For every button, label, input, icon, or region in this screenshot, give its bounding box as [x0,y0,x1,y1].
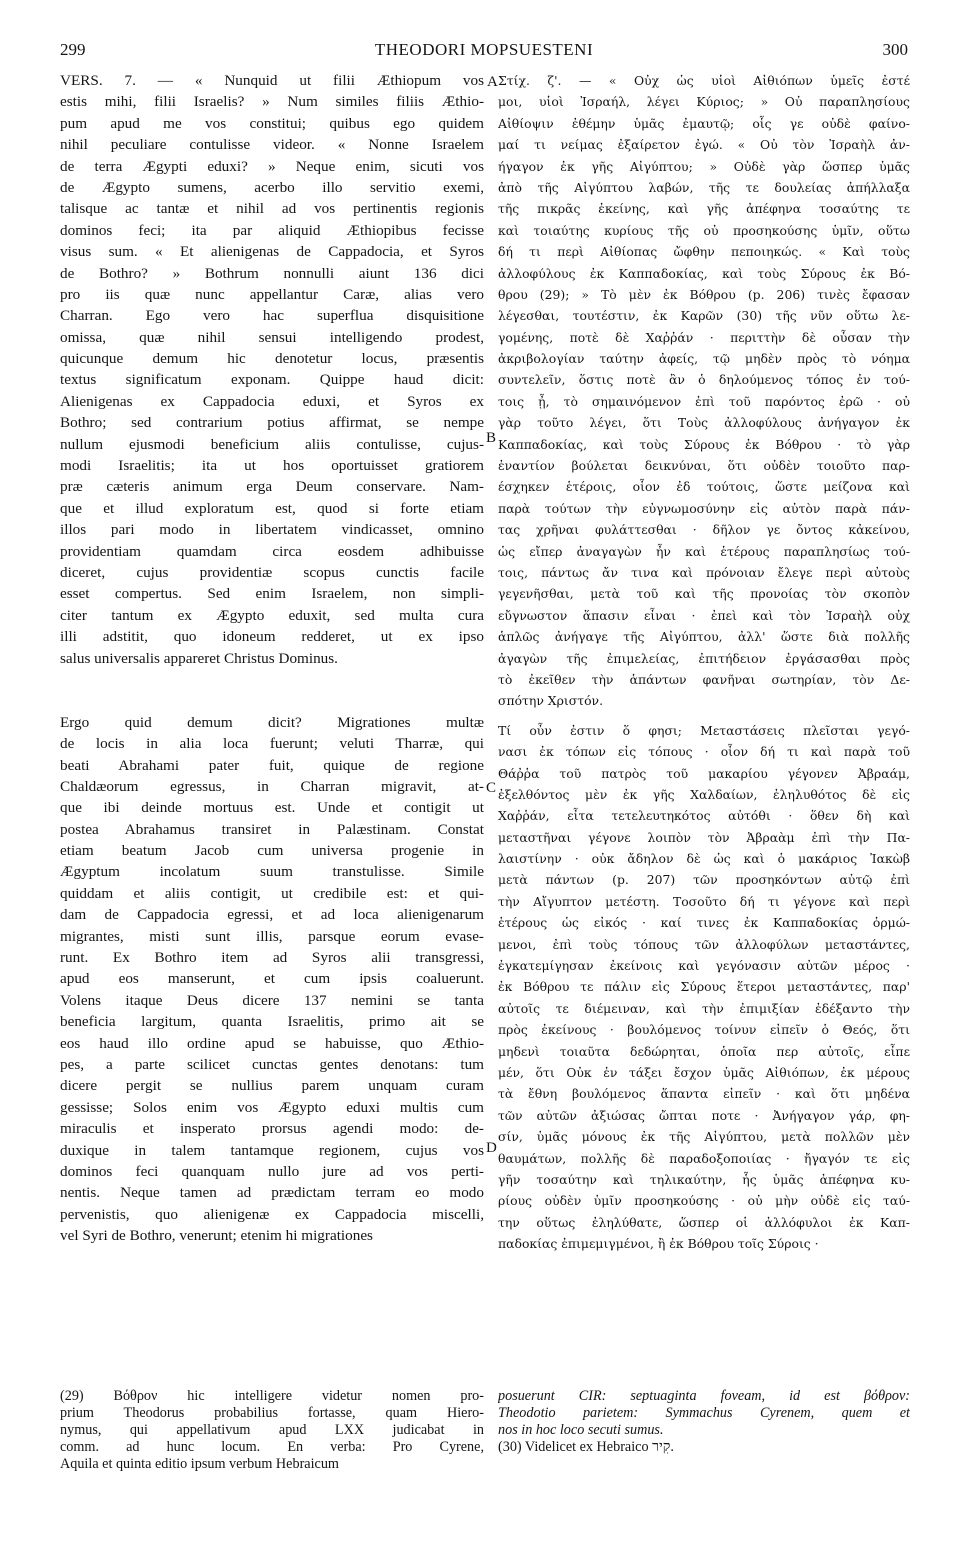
latin-text-line [60,669,484,690]
greek-text-line: ἀπὸ τῆς Αἰγύπτου λαβών, τῆς τε δουλείας ἀπήλλαξα [498,179,910,195]
margin-letter-a: A [487,74,498,90]
greek-text-line: πρὸς ἐκείνους · βουλόμενος τοίνυν εἰπεῖν ὁ Θεός, ὅτι [498,1022,910,1038]
greek-text-line: ἑτέρους ὡς εἰκός · καί τινες ἐκ Καππαδοκίας ὁρμώ- [498,915,910,931]
latin-text-line: postea Abrahamus transiret in Palæstinam. Constat [60,820,484,838]
latin-text-line: Bothro; sed contrarium potius affirmat, se nempe [60,414,484,432]
latin-text-line: apud eos manserunt, et cum ipsis coaluerunt. [60,970,484,988]
greek-text-line: λέγεσθαι, τουτέστιν, ἐκ Καρῶν (30) τῆς νῦν οὕτω λε- [498,308,910,324]
footnotes-left [60,1388,484,1473]
greek-text-line: μεταστῆναι γέγονε λοιπὸν τὸν Ἀβραὰμ ἐπὶ τὴν Πα- [498,829,910,845]
greek-text-line: παρὰ τούτων τὴν εὐγνωμοσύνην εἰς αὐτὸν παρὰ πάν- [498,500,910,516]
greek-text-line: την οὕτως ἐληλύθατε, ὥσπερ οἱ ἀλλόφυλοι ἐκ Καπ- [498,1214,910,1230]
footnote-line: (30) Videlicet ex Hebraico קִיר. [498,1439,674,1455]
footnote-line: nymus, qui appellativum apud LXX judicabat in [60,1422,484,1438]
latin-text-line: runt. Ex Bothro item ad Syros alii transgressi, [60,949,484,967]
footnote-line: (29) Βόθρον hic intelligere videtur nomen pro- [60,1388,484,1404]
greek-text-line: γομένης, ποτὲ δὲ Χαῤῥάν · περιττὴν δὲ οὖσαν τὴν [498,329,910,345]
footnote-line: comm. ad hunc locum. En verba: Pro Cyrene, [60,1439,484,1455]
greek-text-line: μηδενὶ τοιαῦτα δεδώρηται, ὁποῖα περ αὐτοῖς, εἶπε [498,1043,910,1059]
greek-text-line: ἀγαγὼν τῆς ἐπιμελείας, ἐπιτήδειον ἐργάσασθαι πρὸς [498,650,910,666]
latin-text-line: dominos feci quanquam nullo jure ad vos perti- [60,1162,484,1180]
footnote-line: Theodotio parietem: Symmachus Cyrenem, quem et [498,1405,910,1421]
latin-text-line: migrantes, misti sunt illis, parsque eorum evase- [60,927,484,945]
greek-text-line: τοις, πάντως ἄν τινα καὶ πρόνοιαν ἔλεγε περὶ αὐτοὺς [498,564,910,580]
greek-text-line: ἀκριβολογίαν ταύτην ἀφείς, τῷ μηδὲν πρὸς τὸ νόημα [498,351,910,367]
greek-text-line: Τί οὖν ἐστιν ὅ φησι; Μεταστάσεις πλεῖσται γεγό- [498,722,910,738]
latin-text-line: præ cæteris animum erga Deum conservare. Nam- [60,478,484,496]
latin-text-column [60,70,484,1246]
greek-text-line: νασι ἐκ τόπων εἰς τόπους · οἷον δή τι καὶ παρὰ τοῦ [498,744,910,760]
latin-text-line: dominos feci; ita par aliquid Æthiopibus fecisse [60,221,484,239]
greek-text-line: μενοι, ἐπὶ τοὺς τόπους τῶν ἀλλοφύλων μεταστάντες, [498,936,910,952]
margin-letter-d: D [486,1140,497,1156]
greek-text-line: συντελεῖν, ὅστις ποτὲ ἂν ὁ δηλούμενος τόπος ἐν τού- [498,372,910,388]
greek-text-line: ἐγκατεμίγησαν ἐκείνοις καὶ γεγόνασιν αὐτῶν μέρος · [498,958,910,974]
latin-text-line: talisque ac tantæ et nihil ad vos pertinentis regionis [60,200,484,218]
latin-text-line: salus universalis appareret Christus Dominus. [60,649,338,667]
page-number-left: 299 [60,40,86,59]
latin-text-line: dam de Cappadocia egressi, et ad loca alienigenarum [60,906,484,924]
latin-text-line: de terra Ægypti eduxi? » Neque enim, sicuti vos [60,157,484,175]
greek-text-line: ήγαγον ἐκ γῆς Αἰγύπτου; » Οὐδὲ γὰρ ὥσπερ ὑμᾶς [498,158,910,174]
latin-text-line: Volens itaque Deus dicere 137 nemini se tanta [60,991,484,1009]
running-header [60,40,908,64]
latin-text-line: VERS. 7. — « Nunquid ut filii Æthiopum vos [60,72,484,89]
latin-text-line: pro iis quæ nunc appellantur Caræ, alias vero [60,285,484,303]
latin-text-line: textus significatum exponam. Quippe haud dicit: [60,371,484,389]
greek-text-line: τὴν Αἴγυπτον μετέστη. Τοσοῦτο δή τι γέγονε καὶ περὶ [498,893,910,909]
greek-text-line: τὸ ἐκεῖθεν τὴν ἁπάντων φανῆναι σωτηρίαν, τὸν Δε- [498,671,910,687]
latin-text-line: de Bothro? » Bothrum nonnulli aiunt 136 dici [60,264,484,282]
footnote-line: prium Theodorus probabilius fortasse, quam Hiero- [60,1405,484,1421]
latin-text-line: beneficia largitum, quanta Israelitis, primo ait se [60,1013,484,1031]
latin-text-line: Alienigenas ex Cappadocia eduxi, et Syros ex [60,392,484,410]
latin-text-line: Ergo quid demum dicit? Migrationes multæ [60,713,484,731]
footnotes-right [498,1388,910,1456]
greek-text-line: ἐναντίον βούλεται δεικνύναι, ὅτι οὐδὲν τοιοῦτο παρ- [498,458,910,474]
greek-text-line: Αἰθίοψιν ἐθέμην ὑμᾶς ἐμαυτῷ; οἷς γε οὐδὲ φαίνο- [498,115,910,131]
latin-text-line: nentis. Neque tamen ad prædictam terram eo modo [60,1184,484,1202]
greek-text-line: έσχηκεν ἑτέροις, οἷον ἐδ τούτοις, ὥστε μείζονα καὶ [498,479,910,495]
footnote-line: nos in hoc loco secuti sumus. [498,1422,664,1438]
latin-text-line: pum apud me vos constitui; quibus ego quidem [60,114,484,132]
margin-letter-c: C [486,780,497,796]
page-number-right: 300 [882,40,908,59]
latin-text-line: pervenistis, quo alienigenæ ex Cappadocia miscelli, [60,1205,484,1223]
greek-text-line: θρου (29); » Τὸ μὲν ἐκ Βόθρου (p. 206) τινὲς ἔφασαν [498,286,910,302]
latin-text-line: de locis in alia loca fuerunt; veluti Tharræ, qui [60,735,484,753]
latin-text-line: illi adstitit, quo idoneum redderet, ut ex ipso [60,628,484,646]
latin-text-line: citer tantum ex Ægypto eduxit, sed multa cura [60,606,484,624]
greek-text-line: γὰρ τοῦτο λέγει, ὅτι Τοὺς ἀλλοφύλους ἀνήγαγον ἐκ [498,415,910,431]
greek-text-line: ρίους οὐδὲν ὑμῖν προσηκούσης · οὐ μὴν οὐδὲ εἰς ταύ- [498,1193,910,1209]
running-title: THEODORI MOPSUESTENI [374,40,594,59]
latin-text-line: quicunque demum hic denotetur locus, præsentis [60,350,484,368]
greek-text-line: τοις ᾖ, τὸ σημαινόμενον ἐπὶ τοῦ παρόντος ἐρῶ · οὐ [498,393,910,409]
greek-text-line: λαιστίνην · οὐκ ἄδηλον δὲ ὡς καὶ ὁ μακάριος Ἰακὼβ [498,851,910,867]
greek-text-line: μοι, υἱοὶ Ἰσραήλ, λέγει Κύριος; » Οὐ παραπλησίους [498,94,910,110]
latin-text-line: diceret, cujus providentiæ scopus cunctis facile [60,563,484,581]
greek-text-line: μετὰ πάντων (p. 207) τῶν προσηκόντων αὐτῷ ἐπὶ [498,872,910,888]
latin-text-line: illos pari modo in libertatem vindicasset, omnino [60,521,484,539]
greek-text-line: παδοκίας ἐπιμεμιγμένοι, ἢ ἐκ Βόθρου τοῖς Σύροις · [498,1236,819,1252]
latin-text-line: vel Syri de Bothro, venerunt; etenim hi migrationes [60,1227,373,1245]
latin-text-line: de Ægypto sumens, acerbo illo servitio exemi, [60,178,484,196]
greek-text-column [498,70,910,1254]
greek-text-line: Χαῤῥάν, εἶτα τετελευτηκότος αὐτόθι · ὅθεν δὴ καὶ [498,808,910,824]
latin-text-line: visus sum. « Et alienigenas de Cappadocia, et Syros [60,243,484,261]
greek-text-line: τας χρῆναι φυλάττεσθαι · δῆλον γε ὄντος κἀκείνου, [498,522,910,538]
greek-text-line: Στίχ. ζ'. — « Οὐχ ὡς υἱοὶ Αἰθιόπων ὑμεῖς ἐστέ [498,73,910,88]
greek-text-line: ἐκ Βόθρου τε πάλιν εἰς Σύρους ἕτεροι μεταστάντες, παρ' [498,979,910,995]
latin-text-line: que ibi deinde mortuus est. Unde et contigit ut [60,799,484,817]
greek-text-line: ἁπλῶς ἀνήγαγε τῆς Αἰγύπτου, ἀλλ' ὥστε διὰ πολλῆς [498,629,910,645]
latin-text-line: beati Abrahami pater fuit, quique de regione [60,756,484,774]
greek-text-line: εὔγνωστον ἅπασιν εἶναι · ἐπεὶ καὶ τὸν Ἰσραὴλ οὐχ [498,607,910,623]
greek-text-line: μαί τι νείμας ἐξαίρετον ἐγώ. « Οὐ τὸν Ἰσραὴλ ἀν- [498,137,910,153]
greek-text-line: αὐτοῖς τε διέμειναν, καὶ τὴν ἐπιμιξίαν ἐδέξαντο τὴν [498,1000,910,1016]
latin-text-line: Chaldæorum egressus, in Charran migravit, at- [60,777,484,795]
latin-text-line: duxique in talem tantamque regionem, cujus vos [60,1141,484,1159]
greek-text-line: τῆς πικρᾶς ἐκείνης, καὶ γῆς ἀπέφηνα τοσαύτης τε [498,201,910,217]
greek-text-line: τὰ ἔθνη βουλόμενος ἅπαντα εἰπεῖν · καὶ ὅτι μηδένα [498,1086,910,1102]
latin-text-line: estis mihi, filii Israelis? » Num similes filiis Æthio- [60,93,484,111]
latin-text-line: quiddam et aliis contigit, ut credibile est: et qui- [60,884,484,902]
greek-text-line: ὡς εἴπερ ἀναγαγὼν ἦν καὶ ἑτέρους παραπλησίως τού- [498,543,910,559]
greek-text-line: σίν, ὑμᾶς μόνους ἐκ τῆς Αἰγύπτου, μετὰ πολλῶν μὲν [498,1129,910,1145]
latin-text-line: que et illud exploratum est, quod si forte etiam [60,499,484,517]
greek-text-line: τῶν αὐτῶν ἀξιώσας ὤπται ποτε · Ἀνήγαγον γάρ, φη- [498,1107,910,1123]
greek-text-line: καὶ τοιαύτης κυρίους τῆς οὐ προσηκούσης ὑμῖν, οὕτω [498,222,910,238]
greek-text-line: Καππαδοκίας, καὶ τοὺς Σύρους ἐκ Βόθρου · τὸ γὰρ [498,436,910,452]
margin-letter-b: B [486,430,497,446]
latin-text-line: Ægyptum incolatum suum transtulisse. Simile [60,863,484,881]
latin-text-line: modi Israelitis; ita ut hos oportuisset gratiorem [60,457,484,475]
latin-text-line: providentiam quamdam circa eosdem adhibuisse [60,542,484,560]
greek-text-line: ἀλλοφύλους ἐκ Καππαδοκίας, καὶ τοὺς Σύρους ἐκ Βό- [498,265,910,281]
latin-text-line: dicere pergit se nullius parem unquam curam [60,1077,484,1095]
latin-text-line: eos haud illo ordine apud se habuisse, quo Æthio- [60,1034,484,1052]
latin-text-line [60,690,484,711]
latin-text-line: pes, a parte scilicet cunctas gentes denotans: tum [60,1055,484,1073]
greek-text-line: σπότην Χριστόν. [498,693,604,709]
latin-text-line: nihil peculiare contulisse videor. « Nonne Israelem [60,136,484,154]
greek-text-line: γεγενῆσθαι, μετὰ τοῦ καὶ τῆς προνοίας τὸν σκοπὸν [498,586,910,602]
latin-text-line: gessisse; Solos enim vos Ægypto eduxi multis cum [60,1098,484,1116]
greek-text-line: ἐξελθόντος μὲν ἐκ γῆς Χαλδαίων, ἐληλυθότος δὲ εἰς [498,786,910,802]
footnote-line: posuerunt CIR: septuaginta foveam, id est βόθρον: [498,1388,910,1404]
latin-text-line: omissa, quæ nihil sensui intelligendo prodest, [60,328,484,346]
greek-text-line: δή τι περὶ Αἰθίοπας ὤφθην πεποιηκώς. « Καὶ τοὺς [498,244,910,260]
greek-text-line: Θάῤῥα τοῦ πατρὸς τοῦ μακαρίου γέγονεν Ἀβραάμ, [498,765,910,781]
greek-text-line: μέν, ὅτι Οὐκ ἐν τάξει ἔσχον ὑμᾶς Αἰθιόπων, ἐκ μέρους [498,1064,910,1080]
latin-text-line: Charran. Ego vero hac superflua disquisitione [60,307,484,325]
greek-text-line: θαυμάτων, πολλῆς δὲ παραδοξοποιίας · ἤγαγόν τε εἰς [498,1150,910,1166]
latin-text-line: miraculis et insperato prorsus agendi modo: de- [60,1120,484,1138]
latin-text-line: esset compertus. Sed enim Israelem, non simpli- [60,585,484,603]
latin-text-line: nullum ejusmodi beneficium aliis contulisse, cujus- [60,435,484,453]
latin-text-line: etiam beatum Jacob cum universa progenie in [60,842,484,860]
footnote-line: Aquila et quinta editio ipsum verbum Hebraicum [60,1456,339,1472]
greek-text-line: γῆν τοσαύτην καὶ τηλικαύτην, ἧς ὑμᾶς ἀπέφηνα κυ- [498,1171,910,1187]
